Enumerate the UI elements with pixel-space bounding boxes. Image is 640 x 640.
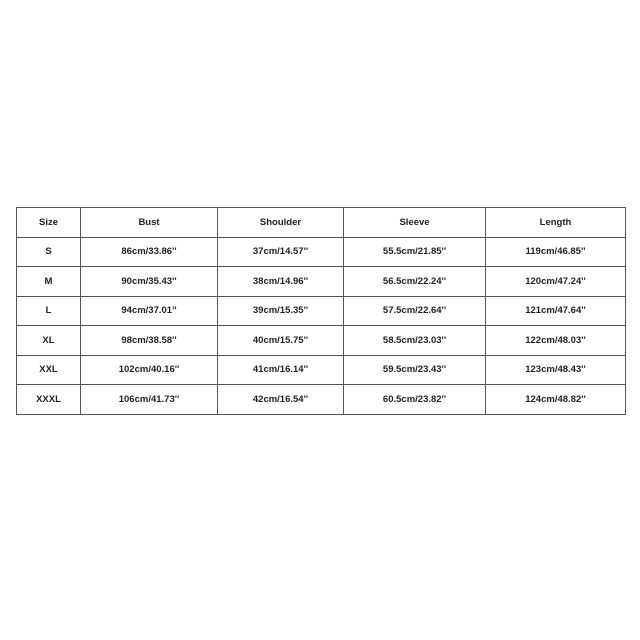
cell-shoulder: 39cm/15.35'': [218, 296, 344, 326]
header-length: Length: [486, 208, 626, 238]
size-chart-table: [16, 207, 626, 415]
cell-sleeve: 59.5cm/23.43'': [344, 355, 486, 385]
table-row: [17, 237, 626, 267]
cell-bust: 102cm/40.16'': [81, 355, 218, 385]
cell-size: XL: [17, 326, 81, 356]
cell-sleeve: 58.5cm/23.03'': [344, 326, 486, 356]
cell-bust: 98cm/38.58'': [81, 326, 218, 356]
header-shoulder: Shoulder: [218, 208, 344, 238]
cell-shoulder: 40cm/15.75'': [218, 326, 344, 356]
table-row: [17, 355, 626, 385]
cell-length: 119cm/46.85'': [486, 237, 626, 267]
table-row: [17, 326, 626, 356]
table-row: [17, 385, 626, 415]
cell-shoulder: 42cm/16.54'': [218, 385, 344, 415]
table-row: [17, 267, 626, 297]
cell-sleeve: 56.5cm/22.24'': [344, 267, 486, 297]
cell-length: 120cm/47.24'': [486, 267, 626, 297]
cell-size: L: [17, 296, 81, 326]
cell-size: XXXL: [17, 385, 81, 415]
cell-sleeve: 55.5cm/21.85'': [344, 237, 486, 267]
cell-shoulder: 38cm/14.96'': [218, 267, 344, 297]
cell-length: 123cm/48.43'': [486, 355, 626, 385]
cell-sleeve: 60.5cm/23.82'': [344, 385, 486, 415]
cell-bust: 86cm/33.86'': [81, 237, 218, 267]
header-sleeve: Sleeve: [344, 208, 486, 238]
cell-length: 124cm/48.82'': [486, 385, 626, 415]
header-bust: Bust: [81, 208, 218, 238]
cell-shoulder: 37cm/14.57'': [218, 237, 344, 267]
table-row: [17, 296, 626, 326]
cell-sleeve: 57.5cm/22.64'': [344, 296, 486, 326]
cell-size: S: [17, 237, 81, 267]
cell-bust: 90cm/35.43'': [81, 267, 218, 297]
cell-size: XXL: [17, 355, 81, 385]
cell-length: 122cm/48.03'': [486, 326, 626, 356]
header-size: Size: [17, 208, 81, 238]
table-header-row: [17, 208, 626, 238]
cell-length: 121cm/47.64'': [486, 296, 626, 326]
cell-size: M: [17, 267, 81, 297]
cell-bust: 94cm/37.01'': [81, 296, 218, 326]
cell-bust: 106cm/41.73'': [81, 385, 218, 415]
cell-shoulder: 41cm/16.14'': [218, 355, 344, 385]
